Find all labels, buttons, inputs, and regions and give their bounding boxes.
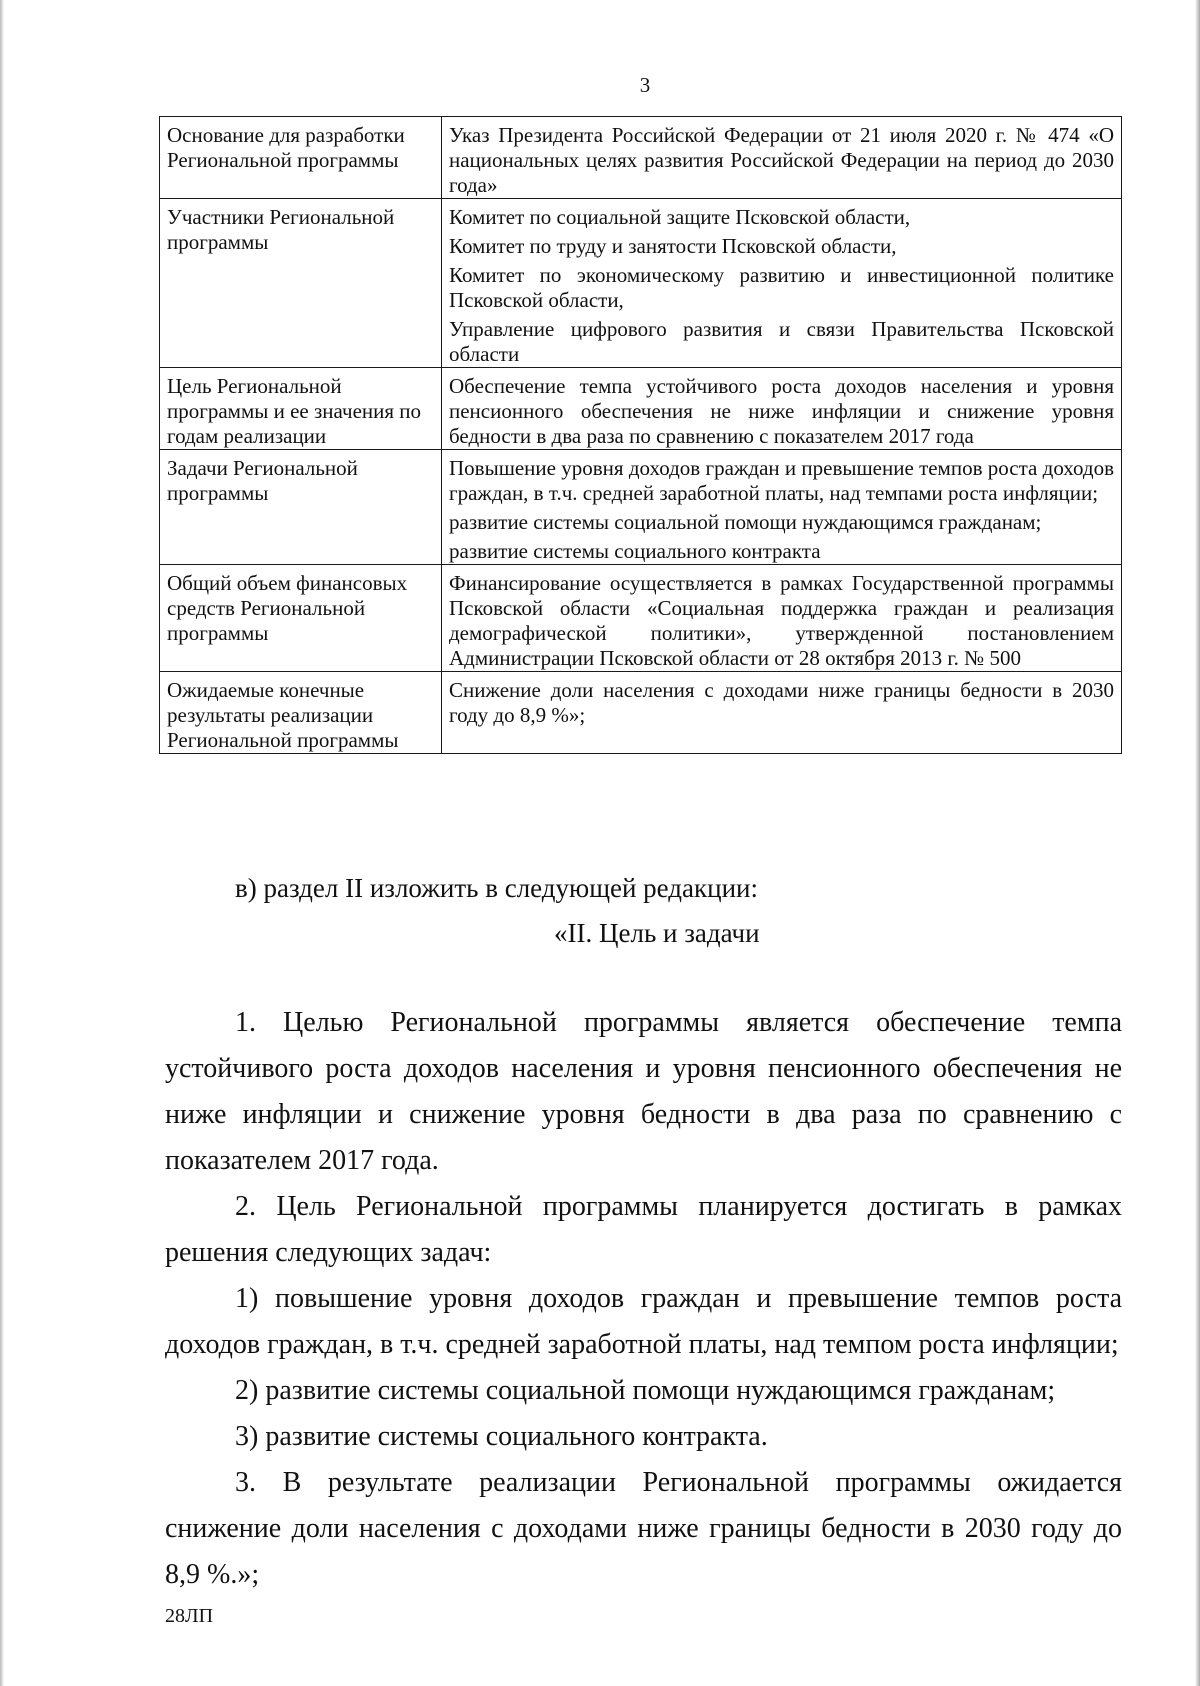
value-line: Комитет по социальной защите Псковской области,: [449, 205, 911, 229]
document-code: 28ЛП: [165, 1605, 214, 1627]
section-body: [165, 1000, 1122, 1598]
row-value: [442, 199, 1122, 368]
row-value: [442, 450, 1122, 565]
page-number: 3: [639, 73, 651, 97]
paragraph: 3) развитие системы социального контракта.: [235, 1421, 768, 1452]
scan-edge-left: [0, 0, 4, 1686]
row-label: Участники Региональной программы: [160, 199, 442, 368]
row-label: Основание для разработки Региональной программы: [160, 117, 442, 199]
value-line: Управление цифрового развития и связи Правительства Псковской области: [449, 317, 1114, 366]
row-label: Цель Региональной программы и ее значения по годам реализации: [160, 368, 442, 450]
row-label: Ожидаемые конечные результаты реализации Региональной программы: [160, 672, 442, 754]
value-line: развитие системы социальной помощи нуждающимся гражданам;: [449, 510, 1042, 534]
row-value: [442, 565, 1122, 672]
paragraph: 2) развитие системы социальной помощи нуждающимся гражданам;: [235, 1375, 1056, 1406]
value-line: Финансирование осуществляется в рамках Государственной программы Псковской области «Социальная поддержка граждан и реализация демографической политики», утвержденной постановлением Администрации Псковской области от 28 октября 2013 г. № 500: [449, 571, 1114, 670]
paragraph: 1. Целью Региональной программы является обеспечение темпа устойчивого роста доходов населения и уровня пенсионного обеспечения не ниже инфляции и снижение уровня бедности в два раза по сравнению с показателем 2017 года.: [165, 1007, 1122, 1176]
value-line: Обеспечение темпа устойчивого роста доходов населения и уровня пенсионного обеспечения не ниже инфляции и снижение уровня бедности в два раза по сравнению с показателем 2017 года: [449, 374, 1114, 448]
program-passport-table: [159, 116, 1122, 754]
value-line: Комитет по экономическому развитию и инвестиционной политике Псковской области,: [449, 263, 1114, 312]
value-line: Указ Президента Российской Федерации от 21 июля 2020 г. № 474 «О национальных целях развития Российской Федерации на период до 2030 года»: [449, 123, 1114, 197]
paragraph: 2. Цель Региональной программы планируется достигать в рамках решения следующих задач:: [165, 1191, 1122, 1268]
table-row: [160, 450, 1122, 565]
amendment-line: в) раздел II изложить в следующей редакции:: [235, 873, 758, 903]
paragraph: 3. В результате реализации Региональной программы ожидается снижение доли населения с доходами ниже границы бедности в 2030 году до 8,9 %.»;: [165, 1467, 1122, 1590]
paragraph: 1) повышение уровня доходов граждан и превышение темпов роста доходов граждан, в т.ч. средней заработной платы, над темпом роста инфляции;: [165, 1283, 1122, 1360]
value-line: развитие системы социального контракта: [449, 539, 821, 563]
table-row: [160, 565, 1122, 672]
section-heading: «II. Цель и задачи: [554, 918, 760, 948]
row-value: [442, 672, 1122, 754]
row-value: [442, 368, 1122, 450]
table-row: [160, 199, 1122, 368]
table-row: [160, 672, 1122, 754]
value-line: Снижение доли населения с доходами ниже границы бедности в 2030 году до 8,9 %»;: [449, 678, 1114, 727]
value-line: Повышение уровня доходов граждан и превышение темпов роста доходов граждан, в т.ч. средней заработной платы, над темпами роста инфляции;: [449, 456, 1114, 505]
row-label: Задачи Региональной программы: [160, 450, 442, 565]
table-row: [160, 117, 1122, 199]
row-label: Общий объем финансовых средств Региональной программы: [160, 565, 442, 672]
table-row: [160, 368, 1122, 450]
scan-edge-right: [1195, 0, 1200, 1686]
value-line: Комитет по труду и занятости Псковской области,: [449, 234, 897, 258]
row-value: [442, 117, 1122, 199]
